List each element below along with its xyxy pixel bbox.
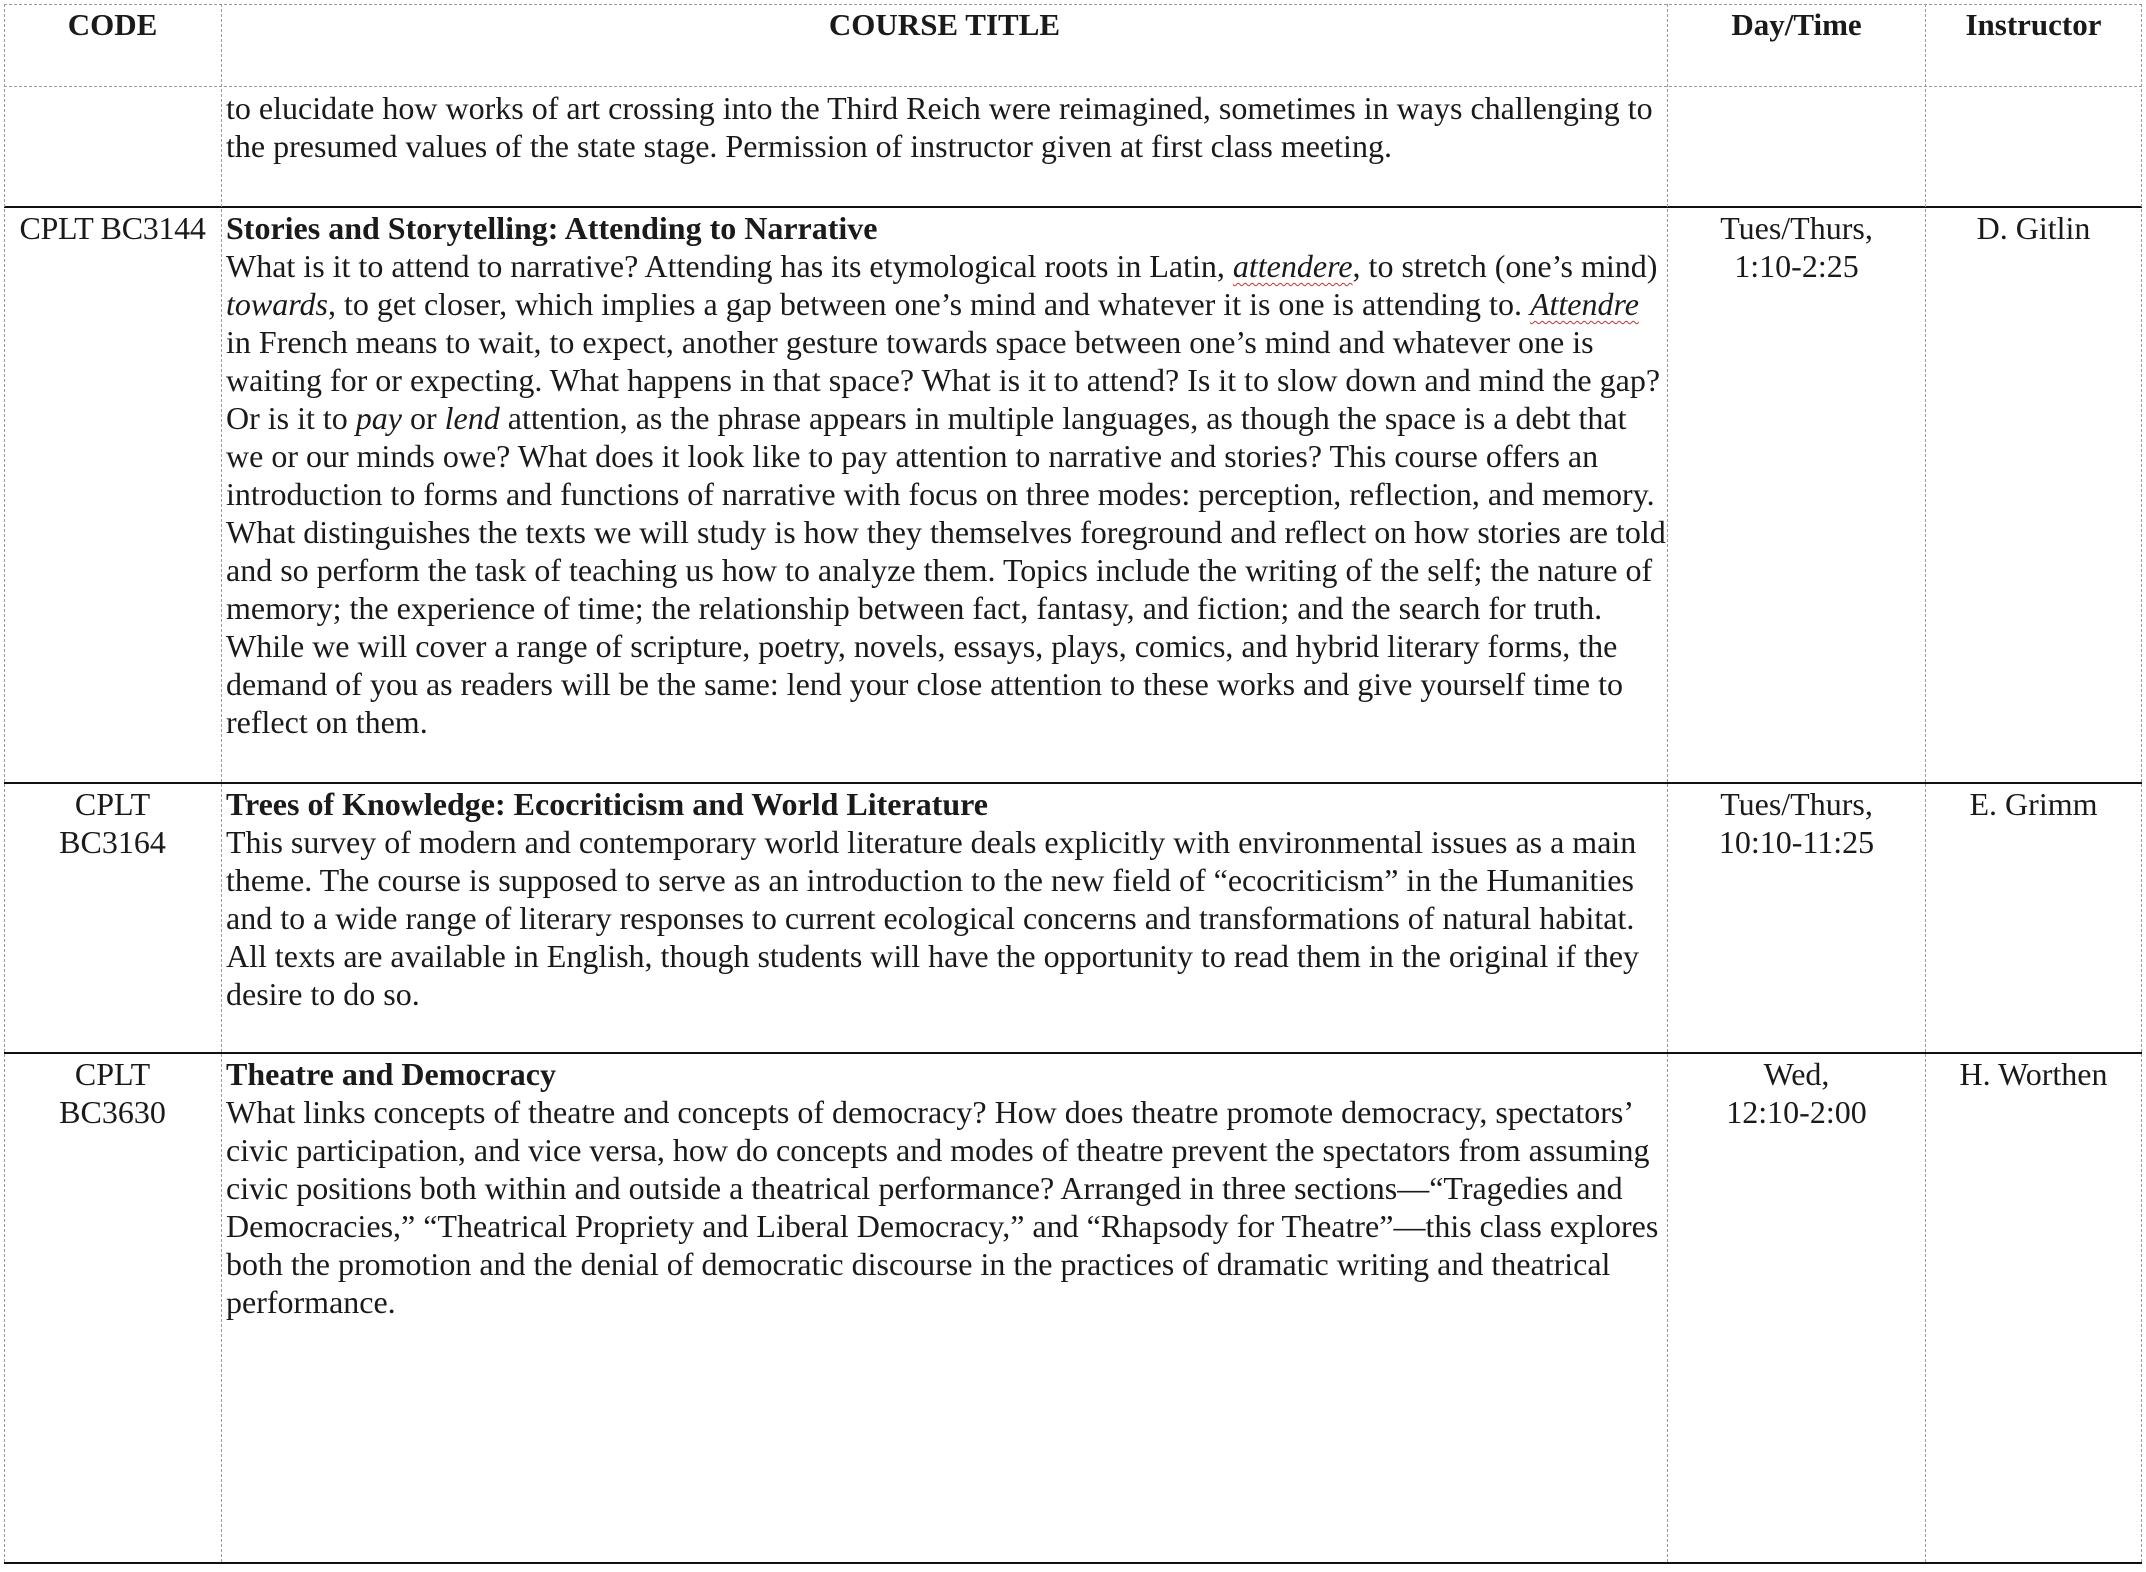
header-day-time: Day/Time — [1731, 7, 1862, 42]
row-divider-2 — [4, 782, 2142, 784]
course-instructor: H. Worthen — [1959, 1056, 2108, 1092]
course-days: Wed, — [1763, 1056, 1830, 1092]
course-day-time — [1668, 209, 1925, 285]
table-bottom-border — [4, 1562, 2142, 1564]
table-top-border — [4, 4, 2142, 5]
table-right-border — [2141, 4, 2142, 1562]
course-days: Tues/Thurs, — [1720, 786, 1873, 822]
continuation-description: to elucidate how works of art crossing into the Third Reich were reimagined, sometimes in ways challenging to the presumed values of the state stage. Permission of instructor given at first class meeting. — [226, 90, 1653, 164]
course-description — [226, 209, 1666, 741]
course-code: CPLT BC3144 — [19, 210, 206, 246]
course-code: CPLT BC3164 — [59, 786, 166, 860]
emphasis-term: towards — [226, 286, 328, 322]
course-day-time — [1668, 1055, 1925, 1131]
course-day-time — [1668, 785, 1925, 861]
header-code: CODE — [67, 7, 158, 42]
course-title: Theatre and Democracy — [226, 1056, 556, 1092]
course-description-text: What is it to attend to narrative? Attending has its etymological roots in Latin, attendere, to stretch (one’s mind) towards, to get closer, which implies a gap between one’s mind and whatever it is one is attending to. Attendre in French means to wait, to expect, another gesture towards space between one’s mind and whatever one is waiting for or expecting. What happens in that space? What is it to attend? Is it to slow down and mind the gap? Or is it to pay or lend attention, as the phrase appears in multiple languages, as though the space is a debt that we or our minds owe? What does it look like to pay attention to narrative and stories? This course offers an introduction to forms and functions of narrative with focus on three modes: perception, reflection, and memory. What distinguishes the texts we will study is how they themselves foreground and reflect on how stories are told and so perform the task of teaching us how to analyze them. Topics include the writing of the self; the nature of memory; the experience of time; the relationship between fact, fantasy, and fiction; and the search for truth. While we will cover a range of scripture, poetry, novels, essays, plays, comics, and hybrid literary forms, the demand of you as readers will be the same: lend your close attention to these works and give yourself time to reflect on them. — [226, 248, 1666, 740]
course-time: 1:10-2:25 — [1734, 248, 1859, 284]
emphasis-term: pay — [355, 400, 402, 436]
course-time: 12:10-2:00 — [1726, 1094, 1867, 1130]
header-instructor: Instructor — [1965, 7, 2102, 42]
course-code: CPLT BC3630 — [59, 1056, 166, 1130]
row-divider-1 — [4, 206, 2142, 208]
course-instructor: D. Gitlin — [1976, 210, 2091, 246]
course-description-text: What links concepts of theatre and concepts of democracy? How does theatre promote democracy, spectators’ civic participation, and vice versa, how do concepts and modes of theatre prevent the spectators from assuming civic positions both within and outside a theatrical performance? Arranged in three sections—“Tragedies and Democracies,” “Theatrical Propriety and Liberal Democracy,” and “Rhapsody for Theatre”—this class explores both the promotion and the denial of democratic discourse in the practices of dramatic writing and theatrical performance. — [226, 1094, 1659, 1320]
emphasis-term: lend — [444, 400, 500, 436]
header-course-title: COURSE TITLE — [828, 7, 1061, 42]
french-term: Attendre — [1529, 286, 1639, 322]
course-title: Trees of Knowledge: Ecocriticism and World Literature — [226, 786, 988, 822]
course-instructor: E. Grimm — [1969, 786, 2098, 822]
course-description — [226, 785, 1666, 1013]
course-time: 10:10-11:25 — [1718, 824, 1875, 860]
row-divider-3 — [4, 1052, 2142, 1054]
course-title: Stories and Storytelling: Attending to Narrative — [226, 210, 878, 246]
course-description-text: This survey of modern and contemporary world literature deals explicitly with environmental issues as a main theme. The course is supposed to serve as an introduction to the new field of “ecocriticism” in the Humanities and to a wide range of literary responses to current ecological concerns and transformations of natural habitat. All texts are available in English, though students will have the opportunity to read them in the original if they desire to do so. — [226, 824, 1640, 1012]
course-description — [226, 1055, 1666, 1321]
column-divider-code — [221, 4, 222, 1562]
header-bottom-border — [4, 86, 2142, 87]
course-days: Tues/Thurs, — [1720, 210, 1873, 246]
latin-term: attendere — [1232, 248, 1353, 284]
